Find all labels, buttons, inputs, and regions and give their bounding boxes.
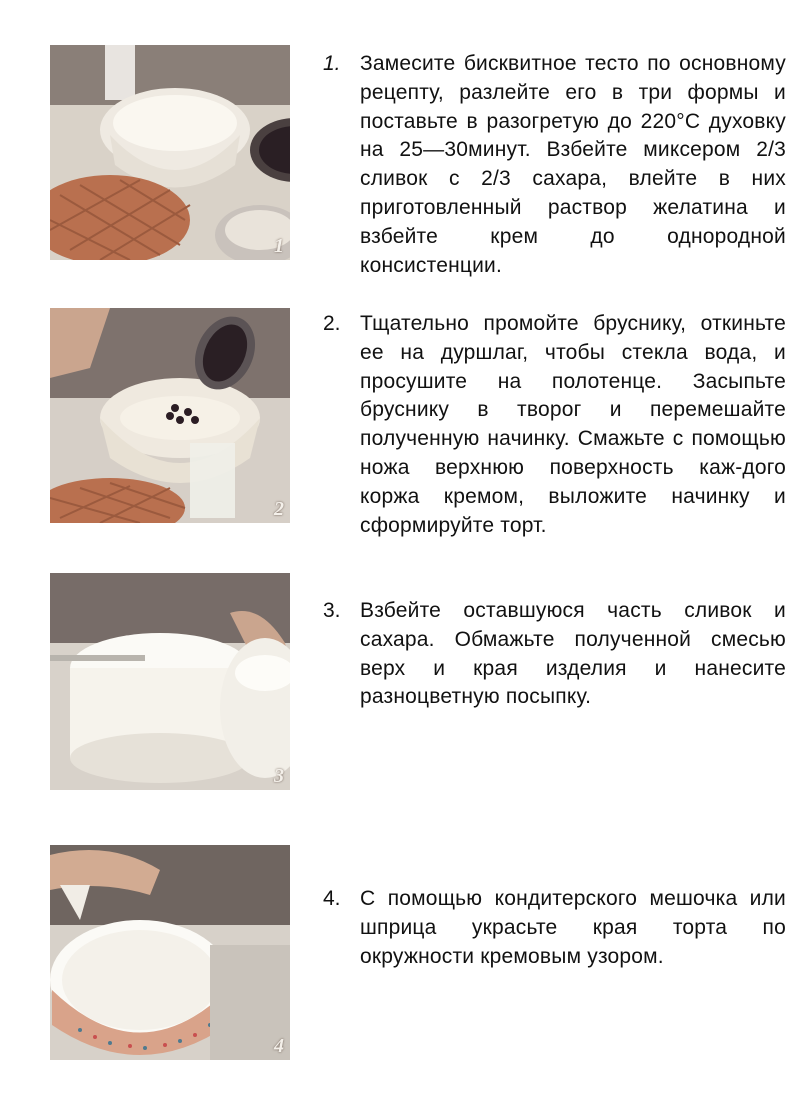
step-3-photo — [50, 573, 290, 790]
photo-number: 4 — [274, 1035, 284, 1057]
frosted-cake-illustration — [50, 573, 290, 790]
step-number: 4. — [323, 887, 341, 910]
decorated-cake-illustration — [50, 845, 290, 1060]
photo-number: 3 — [274, 765, 284, 787]
photo-number: 1 — [274, 235, 284, 257]
step-text: Тщательно промойте бруснику, откиньте ее на дуршлаг, чтобы стекла вода, и просушите на полотенце. Засыпьте бруснику в творог и перемешайте полученную начинку. Смажьте с помощью ножа верхнюю поверхность каж-дого коржа кремом, выложите начинку и сформируйте торт. — [360, 312, 786, 537]
step-number: 3. — [323, 599, 341, 622]
step-number: 1. — [323, 52, 341, 75]
lingonberry-filling-illustration — [50, 308, 290, 523]
step-number: 2. — [323, 312, 341, 335]
mixing-bowl-illustration — [50, 45, 290, 260]
step-text: Замесите бисквитное тесто по основному рецепту, разлейте его в три формы и поставьте в разогретую до 220°С духовку на 25—30минут. Взбейте миксером 2/3 сливок с 2/3 сахара, влейте в них приготовленный раствор желатина и взбейте крем до однородной консистенции. — [360, 52, 786, 277]
step-4-photo — [50, 845, 290, 1060]
step-text: Взбейте оставшуюся часть сливок и сахара. Обмажьте полученной смесью верх и края изделия и нанесите разноцветную посыпку. — [360, 599, 786, 709]
photo-number: 2 — [274, 498, 284, 520]
step-1-photo — [50, 45, 290, 260]
step-2-photo — [50, 308, 290, 523]
step-text: С помощью кондитерского мешочка или шприца украсьте края торта по окружности кремовым узором. — [360, 887, 786, 968]
